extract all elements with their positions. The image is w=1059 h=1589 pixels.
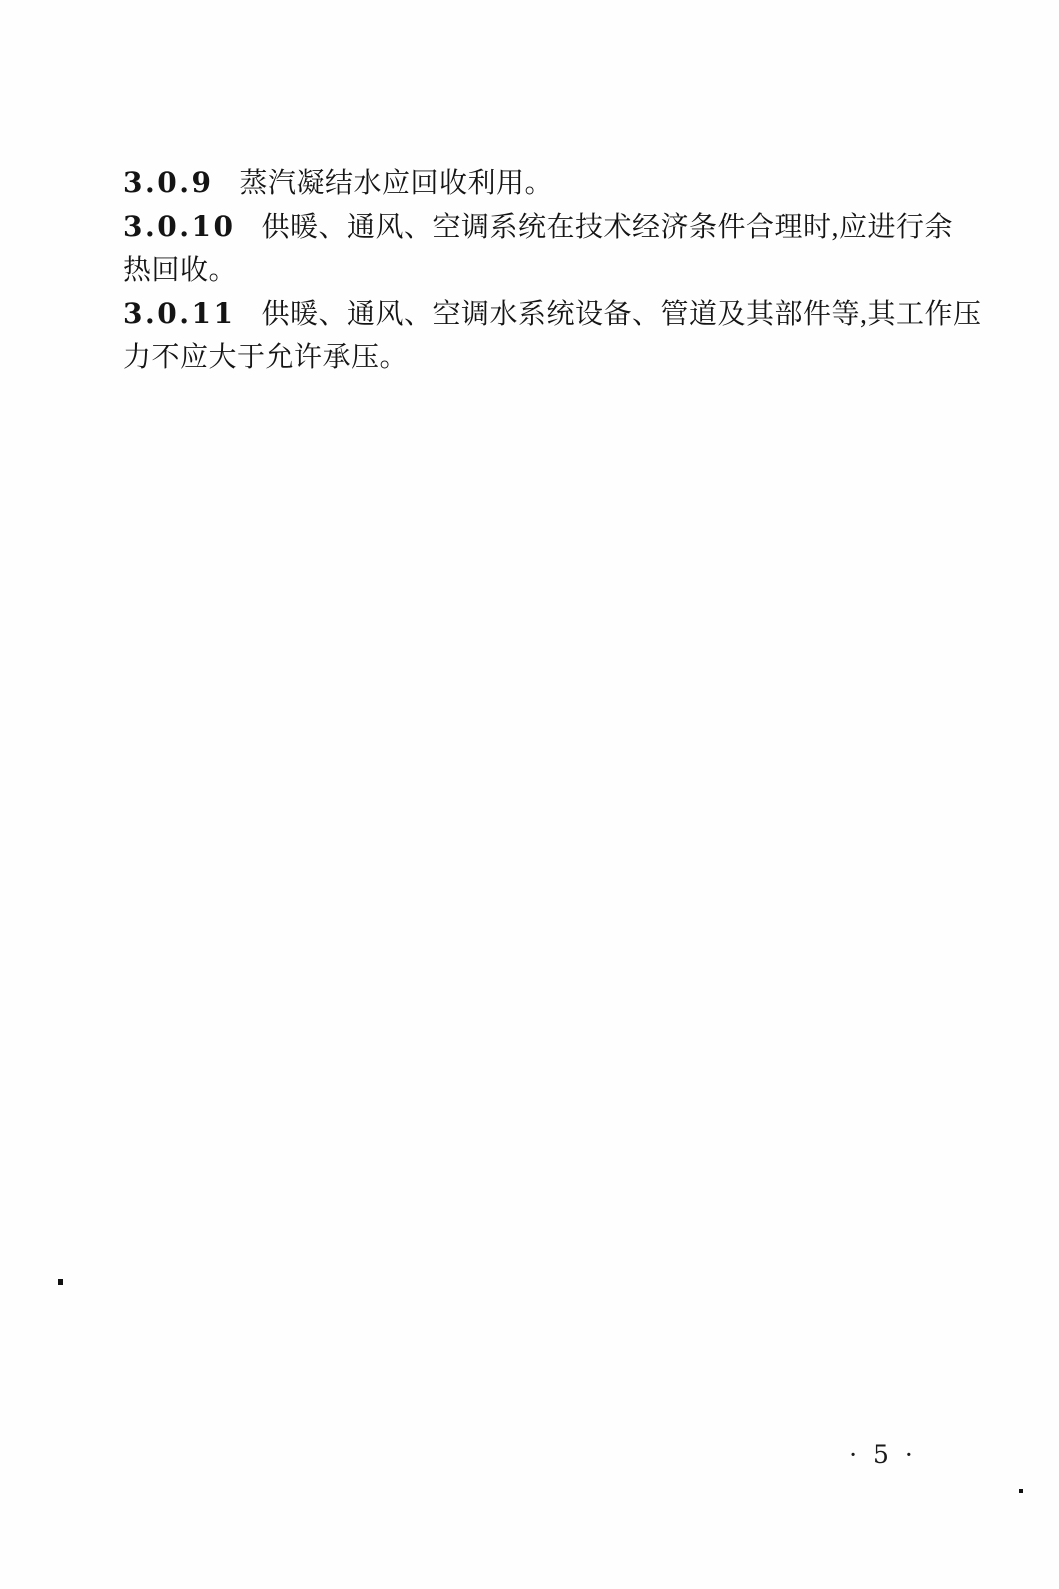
clause-text: 热回收。	[123, 255, 238, 286]
scan-artifact-speck	[1019, 1489, 1023, 1493]
clause-line-3-0-10-continuation	[123, 249, 947, 292]
clause-text: 蒸汽凝结水应回收利用。	[239, 168, 553, 199]
clause-number: 3.0.9	[123, 166, 214, 199]
clause-text: 力不应大于允许承压。	[123, 342, 409, 373]
clause-line-3-0-10	[123, 205, 953, 249]
scan-artifact-speck	[58, 1279, 63, 1285]
clause-number: 3.0.11	[123, 297, 236, 330]
clause-line-3-0-11	[123, 292, 982, 336]
clause-line-3-0-11-continuation	[123, 336, 947, 379]
clause-number: 3.0.10	[123, 210, 236, 243]
clause-text: 供暖、通风、空调水系统设备、管道及其部件等,其工作压	[261, 299, 982, 330]
page-number: · 5 ·	[849, 1440, 917, 1469]
clause-line-3-0-9	[123, 161, 947, 205]
clause-text: 供暖、通风、空调系统在技术经济条件合理时,应进行余	[261, 212, 953, 243]
clause-text-block	[123, 161, 982, 379]
